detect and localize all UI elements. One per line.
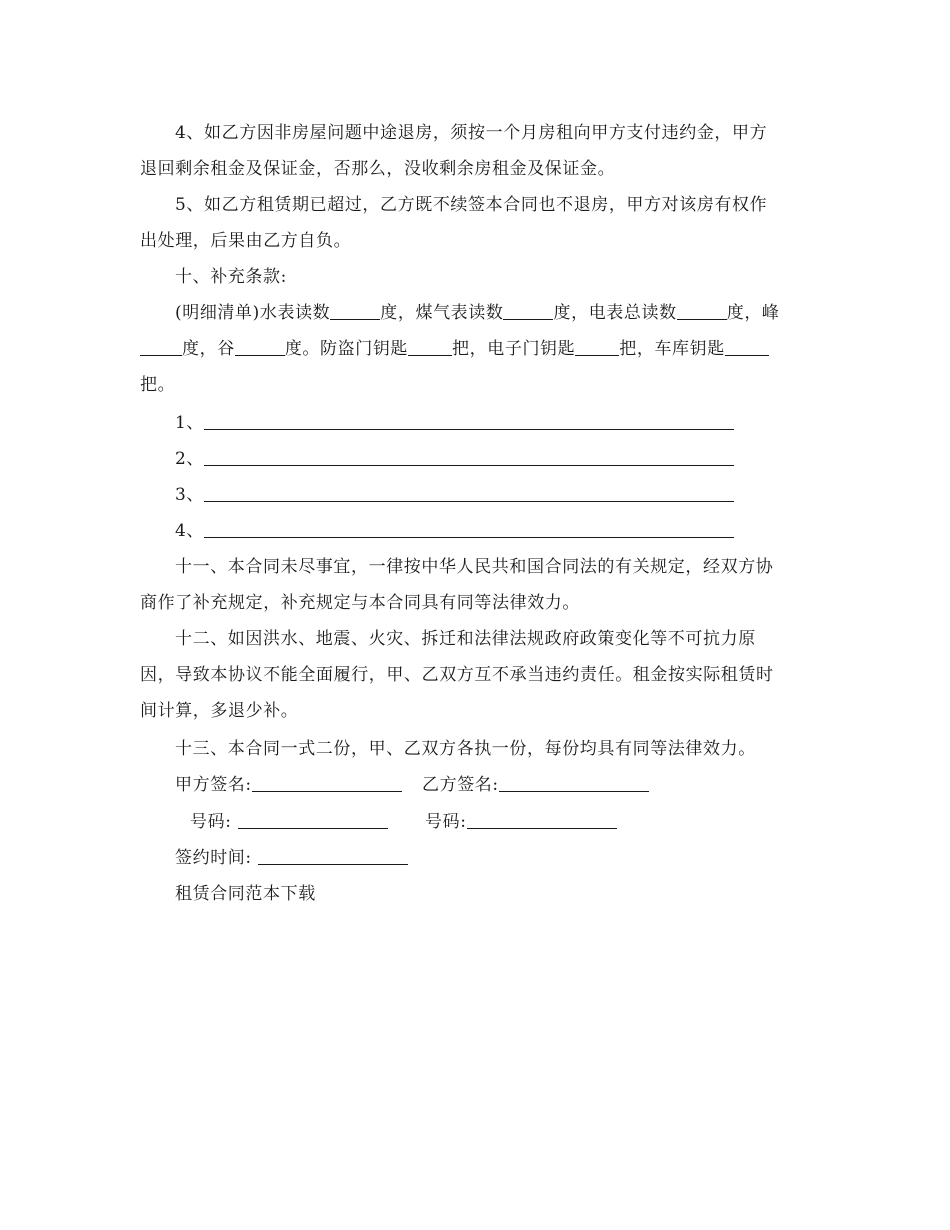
supplement-heading: 十、补充条款: (175, 267, 287, 287)
garage-key-label: ，车库钥匙 (636, 339, 725, 359)
peak-reading-blank[interactable] (140, 339, 182, 356)
item-number: 2、 (175, 449, 205, 469)
detail-line-3 (140, 374, 175, 396)
valley-reading-blank[interactable] (235, 339, 285, 356)
detail-line-2 (140, 338, 769, 360)
clause-12-line-2: 因，导致本协议不能全面履行，甲、乙双方互不承当违约责任。租金按实际租赁时 (140, 665, 774, 685)
water-reading-blank[interactable] (330, 303, 380, 320)
item-number: 1、 (175, 413, 205, 433)
unit-ba: 把 (619, 339, 637, 359)
edoor-key-label: ，电子门钥匙 (469, 339, 576, 359)
unit-du: 度 (284, 339, 303, 359)
party-a-number-label: 号码: (190, 812, 238, 832)
clause-11-line-2: 商作了补充规定，补充规定与本合同具有同等法律效力。 (140, 593, 580, 613)
item-blank[interactable] (204, 521, 734, 538)
signature-line (175, 774, 402, 796)
detail-end: 。 (157, 375, 176, 395)
clause-5-line-2: 出处理，后果由乙方自负。 (140, 231, 352, 251)
detail-prefix: (明细清单)水表读数 (175, 303, 331, 323)
unit-ba: 把 (140, 375, 158, 395)
party-a-number-blank[interactable] (238, 812, 388, 829)
number-line-a (190, 811, 388, 833)
clause-4-line-1: 4、如乙方因非房屋问题中途退房，须按一个月房租向甲方支付违约金，甲方 (175, 123, 768, 143)
supplement-item (175, 412, 734, 434)
clause-13-line-1: 十三、本合同一式二份，甲、乙双方各执一份，每份均具有同等法律效力。 (175, 739, 756, 759)
party-b-sign-blank[interactable] (499, 775, 649, 792)
elec-reading-blank[interactable] (677, 303, 727, 320)
sign-date-label: 签约时间: (175, 848, 258, 868)
unit-du: 度 (726, 303, 745, 323)
unit-du: 度 (553, 303, 572, 323)
unit-du: 度 (182, 339, 200, 359)
detail-line-1 (175, 302, 780, 324)
edoor-key-blank[interactable] (575, 339, 619, 356)
signature-line-b (422, 774, 649, 796)
elec-reading-label: ，电表总读数 (571, 303, 677, 323)
item-blank[interactable] (204, 449, 734, 466)
supplement-item (175, 520, 734, 542)
item-number: 3、 (175, 485, 205, 505)
clause-12-line-3: 间计算，多退少补。 (140, 701, 299, 721)
valley-label: ，谷 (199, 339, 235, 359)
number-line-b (425, 811, 617, 833)
unit-ba: 把 (452, 339, 470, 359)
party-b-number-blank[interactable] (467, 812, 617, 829)
clause-5-line-1: 5、如乙方租赁期已超过，乙方既不续签本合同也不退房，甲方对该房有权作 (175, 195, 768, 215)
footer-text: 租赁合同范本下载 (175, 884, 316, 904)
supplement-item (175, 484, 734, 506)
item-blank[interactable] (204, 485, 734, 502)
party-b-number-label: 号码: (425, 812, 467, 832)
item-blank[interactable] (204, 413, 734, 430)
unit-du: 度 (380, 303, 398, 323)
supplement-item (175, 448, 734, 470)
item-number: 4、 (175, 521, 205, 541)
party-a-sign-blank[interactable] (252, 775, 402, 792)
clause-4-line-2: 退回剩余租金及保证金，否那么，没收剩余房租金及保证金。 (140, 159, 616, 179)
sign-date-blank[interactable] (258, 848, 408, 865)
gas-reading-blank[interactable] (503, 303, 553, 320)
date-line (175, 847, 408, 869)
door-key-label: 。防盗门钥匙 (302, 339, 409, 359)
gas-reading-label: ，煤气表读数 (397, 303, 504, 323)
peak-label: ，峰 (744, 303, 780, 323)
clause-11-line-1: 十一、本合同未尽事宜，一律按中华人民共和国合同法的有关规定，经双方协 (175, 557, 774, 577)
party-a-sign-label: 甲方签名: (175, 775, 252, 795)
door-key-blank[interactable] (408, 339, 452, 356)
clause-12-line-1: 十二、如因洪水、地震、火灾、拆迁和法律法规政府政策变化等不可抗力原 (175, 629, 756, 649)
party-b-sign-label: 乙方签名: (422, 775, 499, 795)
garage-key-blank[interactable] (725, 339, 769, 356)
